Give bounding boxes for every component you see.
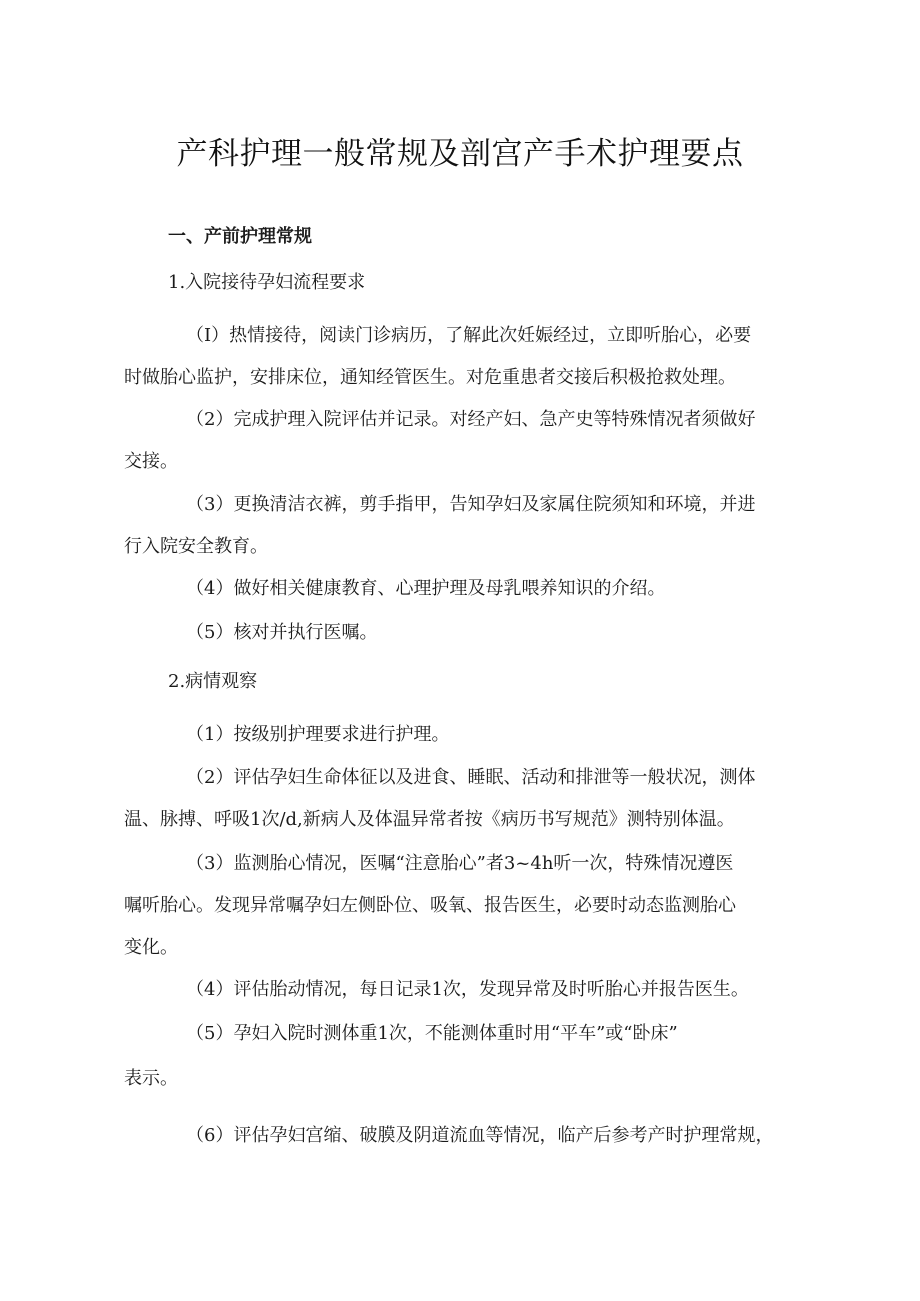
paragraph <box>124 568 814 610</box>
paragraph-line: （4）做好相关健康教育、心理护理及母乳喂养知识的介绍。 <box>186 578 666 599</box>
paragraph <box>124 757 814 841</box>
paragraph-line: （3）监测胎心情况，医嘱“注意胎心”者3~4h听一次，特殊情况遵医 <box>186 853 734 874</box>
paragraph <box>124 1013 814 1055</box>
paragraph-line: （1）按级别护理要求进行护理。 <box>186 724 450 745</box>
paragraph-line: 温、脉搏、呼吸1次/d,新病人及体温异常者按《病历书写规范》测特别体温。 <box>124 809 735 830</box>
paragraph-line: （5）孕妇入院时测体重1次，不能测体重时用“平车”或“卧床” <box>186 1023 678 1044</box>
paragraph <box>124 399 814 483</box>
paragraph <box>124 969 814 1011</box>
paragraph-line: 表示。 <box>124 1068 178 1089</box>
paragraph-line: （2）评估孕妇生命体征以及进食、睡眠、活动和排泄等一般状况，测体 <box>186 767 756 788</box>
paragraph <box>124 315 814 399</box>
paragraph <box>124 1115 814 1157</box>
paragraph-line: 嘱听胎心。发现异常嘱孕妇左侧卧位、吸氧、报告医生，必要时动态监测胎心 <box>124 895 736 916</box>
paragraph-line: 行入院安全教育。 <box>124 536 268 557</box>
subsection-heading: 2.病情观察 <box>168 671 258 692</box>
paragraph <box>124 612 814 654</box>
paragraph-line: （6）评估孕妇宫缩、破膜及阴道流血等情况，临产后参考产时护理常规， <box>186 1125 774 1146</box>
paragraph <box>124 714 814 756</box>
paragraph-line: 时做胎心监护，安排床位，通知经管医生。对危重患者交接后积极抢救处理。 <box>124 367 736 388</box>
paragraph-line: 交接。 <box>124 451 178 472</box>
paragraph <box>124 843 814 969</box>
paragraph-line: 变化。 <box>124 937 178 958</box>
page-title: 产科护理一般常规及剖宫产手术护理要点 <box>176 136 744 172</box>
section-heading: 一、产前护理常规 <box>168 226 312 247</box>
paragraph <box>124 1058 814 1100</box>
paragraph-line: （4）评估胎动情况，每日记录1次，发现异常及时听胎心并报告医生。 <box>186 979 749 1000</box>
paragraph-line: （5）核对并执行医嘱。 <box>186 622 378 643</box>
paragraph-line: （I）热情接待，阅读门诊病历，了解此次妊娠经过，立即听胎心，必要 <box>186 325 752 346</box>
paragraph <box>124 484 814 568</box>
paragraph-line: （3）更换清洁衣裤，剪手指甲，告知孕妇及家属住院须知和环境，并进 <box>186 494 756 515</box>
paragraph-line: （2）完成护理入院评估并记录。对经产妇、急产史等特殊情况者须做好 <box>186 409 756 430</box>
subsection-heading: 1.入院接待孕妇流程要求 <box>168 272 366 293</box>
